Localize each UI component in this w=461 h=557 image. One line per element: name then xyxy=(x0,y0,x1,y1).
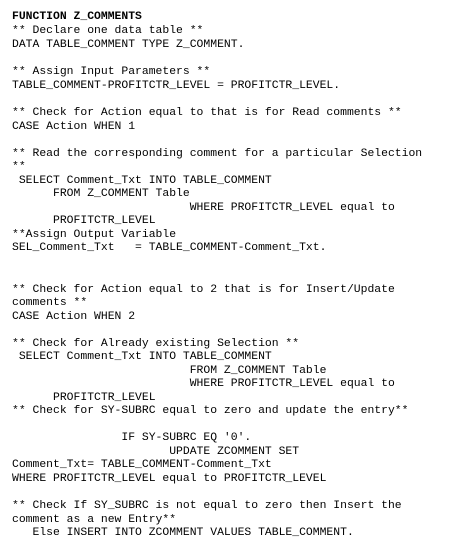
code-line: ** Read the corresponding comment for a particular Selection xyxy=(12,148,423,160)
code-line: CASE Action WHEN 1 xyxy=(12,121,136,133)
code-line: comments ** xyxy=(12,297,88,309)
code-line: ** Check for Action equal to 2 that is for Insert/Update xyxy=(12,284,395,296)
code-line: WHERE PROFITCTR_LEVEL equal to xyxy=(12,378,395,390)
code-line: ** Check for Already existing Selection ** xyxy=(12,338,300,350)
code-line: WHERE PROFITCTR_LEVEL equal to xyxy=(12,202,395,214)
code-line: ** Check If SY_SUBRC is not equal to zero then Insert the xyxy=(12,500,402,512)
code-line: Comment_Txt= TABLE_COMMENT-Comment_Txt xyxy=(12,459,272,471)
code-line: PROFITCTR_LEVEL xyxy=(12,215,156,227)
code-line: ** Declare one data table ** xyxy=(12,25,204,37)
code-line: FROM Z_COMMENT Table xyxy=(12,365,327,377)
function-heading: FUNCTION Z_COMMENTS xyxy=(12,11,142,23)
code-line: UPDATE ZCOMMENT SET xyxy=(12,446,300,458)
code-line: comment as a new Entry** xyxy=(12,514,177,526)
code-line: TABLE_COMMENT-PROFITCTR_LEVEL = PROFITCTR_LEVEL. xyxy=(12,80,341,92)
code-line: CASE Action WHEN 2 xyxy=(12,311,136,323)
code-line: PROFITCTR_LEVEL xyxy=(12,392,156,404)
code-line: WHERE PROFITCTR_LEVEL equal to PROFITCTR_LEVEL xyxy=(12,473,327,485)
code-line: Else INSERT INTO ZCOMMENT VALUES TABLE_COMMENT. xyxy=(12,527,354,539)
code-line: IF SY-SUBRC EQ '0'. xyxy=(12,432,252,444)
code-line: SELECT Comment_Txt INTO TABLE_COMMENT xyxy=(12,175,272,187)
code-line: FROM Z_COMMENT Table xyxy=(12,188,190,200)
code-line: ** Check for Action equal to that is for Read comments ** xyxy=(12,107,402,119)
code-line: ** Check for SY-SUBRC equal to zero and update the entry** xyxy=(12,405,409,417)
code-line: ** Assign Input Parameters ** xyxy=(12,66,211,78)
code-line: SEL_Comment_Txt = TABLE_COMMENT-Comment_Txt. xyxy=(12,242,327,254)
code-line: ** xyxy=(12,161,26,173)
code-line: **Assign Output Variable xyxy=(12,229,177,241)
code-line: SELECT Comment_Txt INTO TABLE_COMMENT xyxy=(12,351,272,363)
code-document xyxy=(12,0,458,557)
code-line: DATA TABLE_COMMENT TYPE Z_COMMENT. xyxy=(12,39,245,51)
